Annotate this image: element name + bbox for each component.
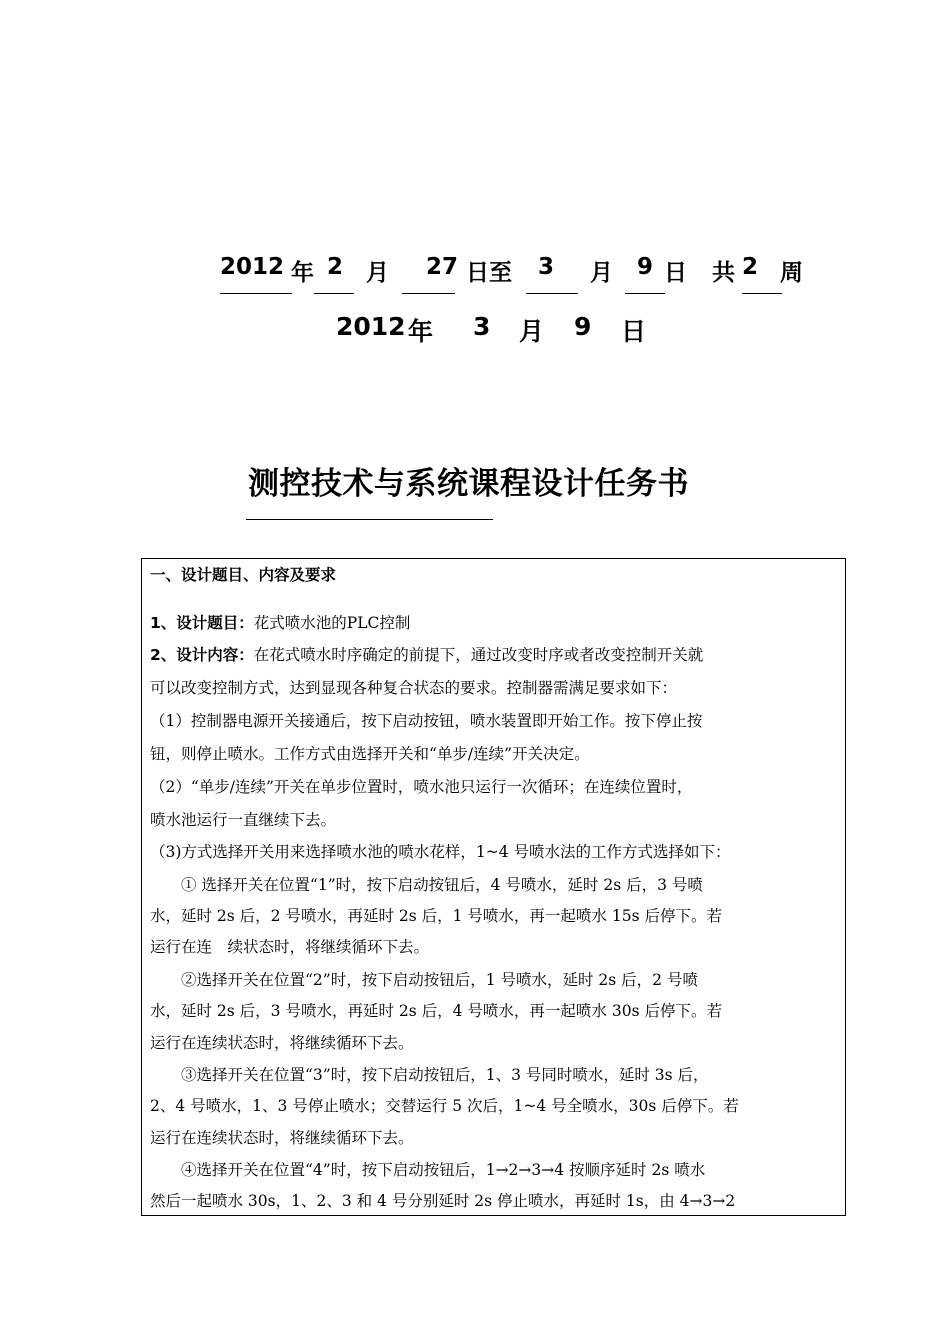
content-line: 水，延时 2s 后，2 号喷水，再延时 2s 后，1 号喷水，再一起喷水 15s 后停下。若 (150, 907, 722, 925)
content-line: 然后一起喷水 30s，1、2、3 和 4 号分别延时 2s 停止喷水，再延时 1s，由 4→3→2 (150, 1192, 736, 1210)
end-day: 9 (637, 254, 654, 280)
content-label: 2、设计内容： (150, 646, 254, 664)
topic-value: 花式喷水池的PLC控制 (253, 614, 411, 632)
content-first-line: 在花式喷水时序确定的前提下，通过改变时序或者改变控制开关就 (253, 646, 704, 664)
end-month-char: 月 (590, 260, 613, 286)
topic-label: 1、设计题目： (150, 614, 254, 632)
issue-month: 3 (473, 312, 491, 341)
underline (402, 293, 455, 294)
issue-day: 9 (574, 312, 592, 341)
month-char: 月 (366, 260, 389, 286)
end-day-char: 日 (664, 260, 687, 286)
title-underline (246, 519, 493, 520)
content-line: （2）“单步/连续”开关在单步位置时，喷水池只运行一次循环；在连续位置时， (150, 778, 693, 796)
content-line: 运行在连 续状态时，将继续循环下去。 (150, 938, 430, 956)
start-month: 2 (327, 254, 344, 280)
content-row (150, 645, 839, 665)
content-line: ③选择开关在位置“3”时，按下启动按钮后，1、3 号同时喷水，延时 3s 后， (150, 1066, 709, 1084)
requirements-box (141, 558, 846, 1216)
content-line: 钮，则停止喷水。工作方式由选择开关和“单步/连续”开关决定。 (150, 745, 590, 763)
content-line: （1）控制器电源开关接通后，按下启动按钮，喷水装置即开始工作。按下停止按 (150, 712, 703, 730)
year-char: 年 (291, 260, 314, 286)
issue-day-char: 日 (621, 317, 647, 346)
total-char: 共 (712, 260, 735, 286)
content-line: （3)方式选择开关用来选择喷水池的喷水花样，1~4 号喷水法的工作方式选择如下： (150, 843, 731, 861)
content-line: ④选择开关在位置“4”时，按下启动按钮后，1→2→3→4 按顺序延时 2s 喷水 (150, 1161, 706, 1179)
topic-row (150, 613, 839, 633)
underline (742, 293, 782, 294)
document-title: 测控技术与系统课程设计任务书 (248, 466, 689, 502)
section-heading: 一、设计题目、内容及要求 (150, 566, 337, 584)
content-line: 运行在连续状态时，将继续循环下去。 (150, 1034, 414, 1052)
underline (220, 293, 292, 294)
week-char: 周 (780, 260, 803, 286)
underline (314, 293, 354, 294)
content-line: ②选择开关在位置“2”时，按下启动按钮后，1 号喷水，延时 2s 后，2 号喷 (150, 971, 698, 989)
end-month: 3 (538, 254, 555, 280)
content-line: 喷水池运行一直继续下去。 (150, 811, 337, 829)
issue-month-char: 月 (519, 317, 545, 346)
start-year: 2012 (220, 254, 285, 280)
content-line: ① 选择开关在位置“1”时，按下启动按钮后，4 号喷水，延时 2s 后，3 号喷 (150, 876, 703, 894)
content-line: 运行在连续状态时，将继续循环下去。 (150, 1129, 414, 1147)
content-line: 2、4 号喷水，1、3 号停止喷水；交替运行 5 次后，1~4 号全喷水，30s 后停下。若 (150, 1097, 739, 1115)
issue-year: 2012 (336, 312, 406, 341)
issue-year-char: 年 (408, 317, 434, 346)
content-line: 可以改变控制方式，达到显现各种复合状态的要求。控制器需满足要求如下： (150, 679, 678, 697)
underline (526, 293, 578, 294)
content-line: 水，延时 2s 后，3 号喷水，再延时 2s 后，4 号喷水，再一起喷水 30s 后停下。若 (150, 1002, 722, 1020)
day-to-char: 日至 (466, 260, 512, 286)
underline (625, 293, 665, 294)
weeks: 2 (742, 254, 759, 280)
start-day: 27 (426, 254, 459, 280)
